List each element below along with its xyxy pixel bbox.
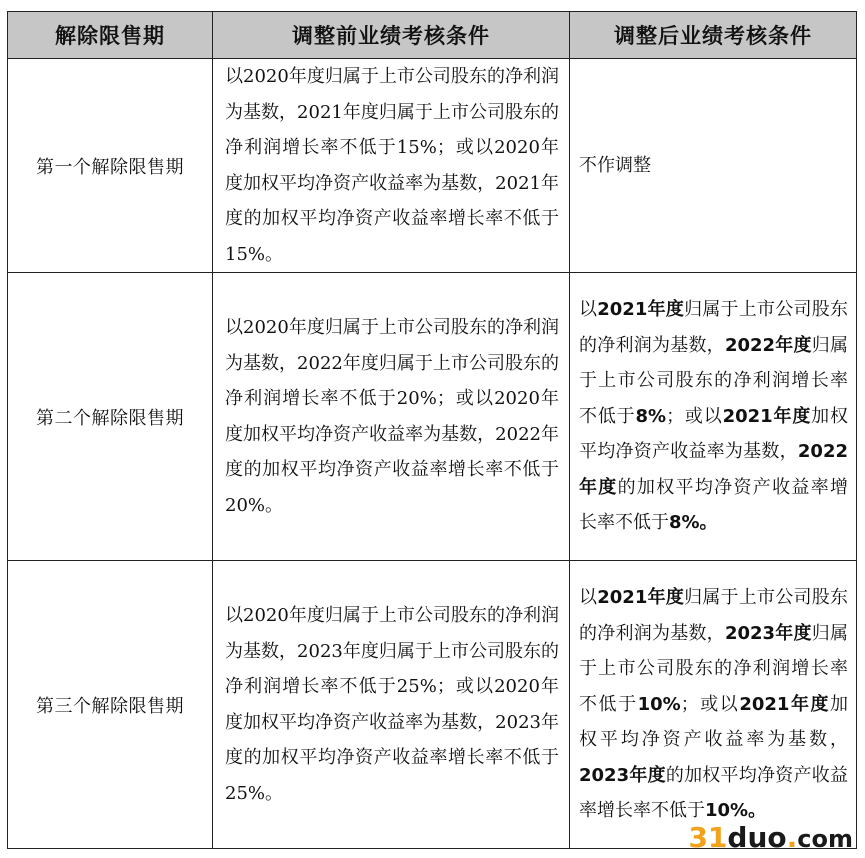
header-phase: 解除限售期 xyxy=(8,12,213,59)
table-header-row xyxy=(8,12,857,59)
after-segment: 归属于上市公司股东的净利润增长率不低于 xyxy=(579,334,849,427)
table-row xyxy=(8,273,857,561)
after-bold-segment: 2021年度 xyxy=(722,405,812,427)
after-segment: ；或以 xyxy=(666,405,723,427)
after-bold-segment: 2023年度 xyxy=(724,622,812,644)
after-cell xyxy=(570,273,857,561)
after-segment: ；或以 xyxy=(680,693,740,715)
after-bold-segment: 2023年度 xyxy=(579,764,666,786)
phase-cell: 第一个解除限售期 xyxy=(8,59,213,273)
header-before: 调整前业绩考核条件 xyxy=(213,12,570,59)
after-bold-segment: 8% xyxy=(635,405,667,427)
before-text: 以2020年度归属于上市公司股东的净利润为基数，2021年度归属于上市公司股东的净利润增长率不低于15%；或以2020年度加权平均净资产收益率为基数，2021年度的加权平均净资产收益率增长率不低于15%。 xyxy=(225,66,559,265)
after-segment: 归属于上市公司股东的净利润为基数， xyxy=(579,587,849,644)
before-text: 以2020年度归属于上市公司股东的净利润为基数，2022年度归属于上市公司股东的净利润增长率不低于20%；或以2020年度加权平均净资产收益率为基数，2022年度的加权平均净资产收益率增长率不低于20%。 xyxy=(225,317,559,516)
after-bold-segment: 10%。 xyxy=(705,800,767,822)
after-segment: 加权平均净资产收益率为基数， xyxy=(579,693,849,751)
after-segment: 归属于上市公司股东的净利润增长率不低于 xyxy=(579,622,849,715)
after-segment: 以 xyxy=(579,587,598,609)
before-text: 以2020年度归属于上市公司股东的净利润为基数，2023年度归属于上市公司股东的净利润增长率不低于25%；或以2020年度加权平均净资产收益率为基数，2023年度的加权平均净资产收益率增长率不低于25%。 xyxy=(225,605,559,804)
before-cell xyxy=(213,59,570,273)
after-text xyxy=(570,151,856,181)
after-text xyxy=(570,580,856,829)
after-cell xyxy=(570,561,857,849)
phase-cell: 第二个解除限售期 xyxy=(8,273,213,561)
after-text xyxy=(570,292,856,541)
watermark-word: duo xyxy=(727,821,787,854)
table-row xyxy=(8,59,857,273)
performance-conditions-table xyxy=(7,11,857,849)
after-segment: 的加权平均净资产收益率增长率不低于 xyxy=(579,476,849,534)
watermark-tld: com xyxy=(797,825,853,853)
site-watermark xyxy=(688,821,853,854)
after-segment: 以 xyxy=(579,299,598,321)
after-segment: 不作调整 xyxy=(579,154,651,176)
after-cell xyxy=(570,59,857,273)
after-bold-segment: 2022年度 xyxy=(724,334,812,356)
header-after: 调整后业绩考核条件 xyxy=(570,12,857,59)
before-cell xyxy=(213,561,570,849)
watermark-number: 31 xyxy=(688,821,728,854)
after-bold-segment: 8%。 xyxy=(669,512,718,534)
watermark-dot: . xyxy=(786,821,798,854)
before-cell xyxy=(213,273,570,561)
after-bold-segment: 2022年度 xyxy=(579,441,848,498)
table-row xyxy=(8,561,857,849)
after-bold-segment: 2021年度 xyxy=(597,299,685,321)
phase-cell: 第三个解除限售期 xyxy=(8,561,213,849)
after-segment: 加权平均净资产收益率为基数， xyxy=(579,405,849,463)
after-segment: 的加权平均净资产收益率增长率不低于 xyxy=(579,764,848,822)
after-bold-segment: 2021年度 xyxy=(597,587,685,609)
after-bold-segment: 10% xyxy=(637,693,681,715)
after-segment: 归属于上市公司股东的净利润为基数， xyxy=(579,299,849,356)
after-bold-segment: 2021年度 xyxy=(739,693,831,715)
